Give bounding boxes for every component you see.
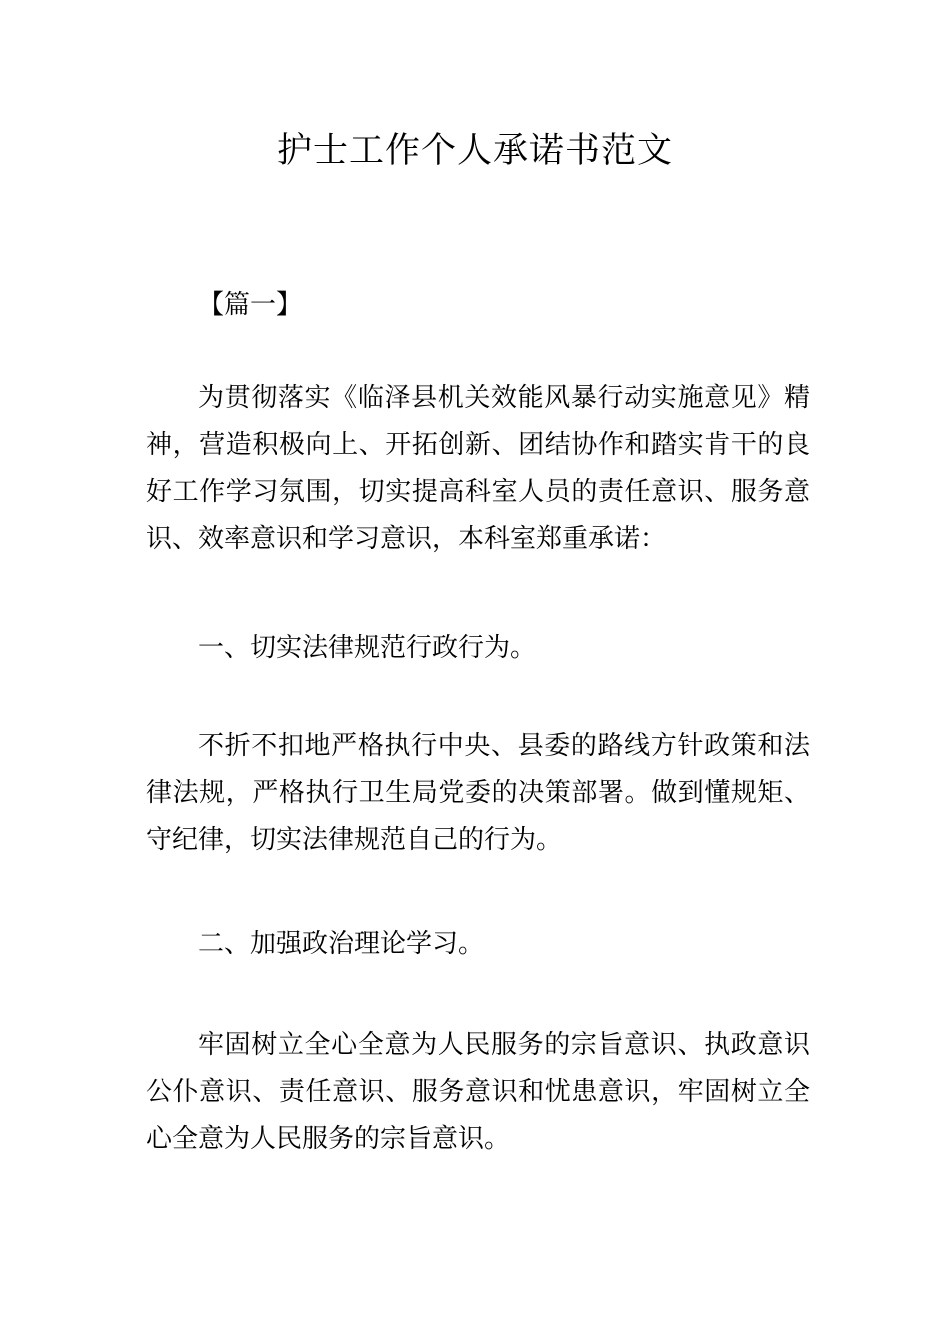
document-title: 护士工作个人承诺书范文 <box>276 131 673 171</box>
paragraph-intro: 为贯彻落实《临泽县机关效能风暴行动实施意见》精神，营造积极向上、开拓创新、团结协作和踏实肯干的良好工作学习氛围，切实提高科室人员的责任意识、服务意识、效率意识和学习意识，本科室郑重承诺： <box>146 383 810 554</box>
heading-two: 二、加强政治理论学习。 <box>198 929 485 959</box>
paragraph-two: 牢固树立全心全意为人民服务的宗旨意识、执政意识公仆意识、责任意识、服务意识和忧患意识，牢固树立全心全意为人民服务的宗旨意识。 <box>146 1030 810 1154</box>
section-label: 【篇一】 <box>198 290 303 320</box>
paragraph-one: 不折不扣地严格执行中央、县委的路线方针政策和法律法规，严格执行卫生局党委的决策部署。做到懂规矩、守纪律，切实法律规范自己的行为。 <box>146 731 810 855</box>
heading-one: 一、切实法律规范行政行为。 <box>198 633 537 663</box>
